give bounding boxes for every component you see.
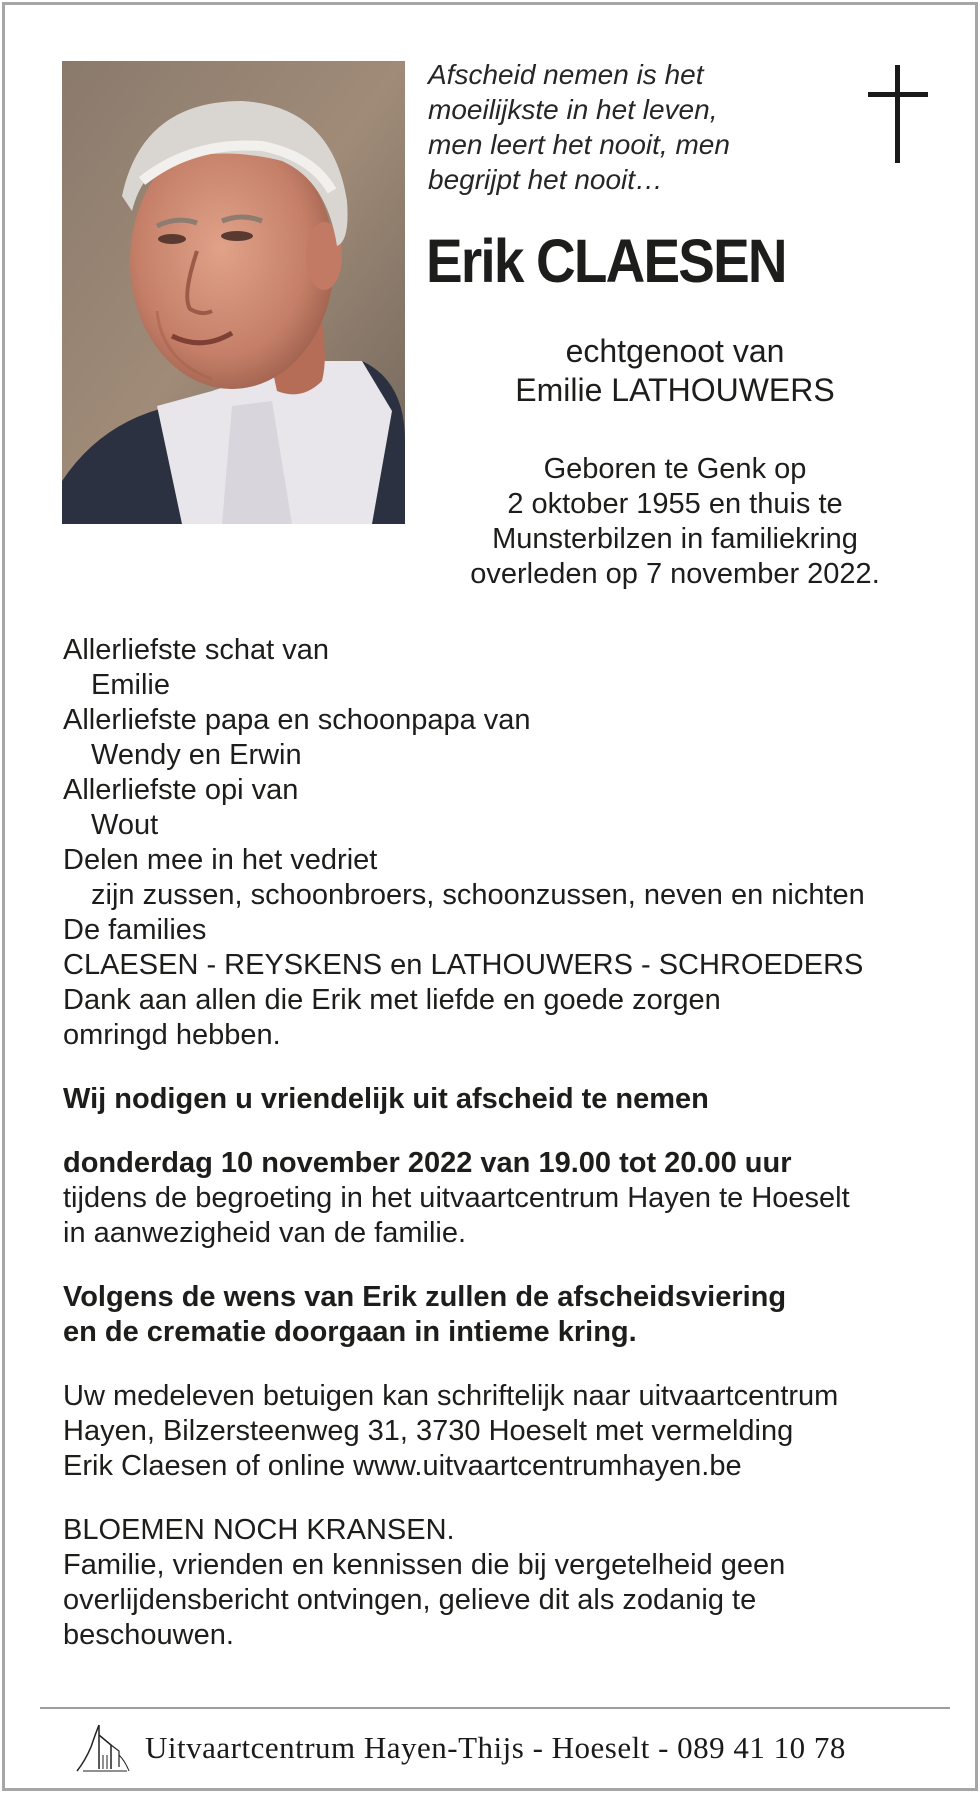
visitation-block: [63, 1146, 943, 1251]
mourner-line: Allerliefste papa en schoonpapa van: [63, 704, 531, 736]
condolences-line: Uw medeleven betuigen kan schriftelijk naar uitvaartcentrum: [63, 1380, 839, 1412]
mourners-list: [63, 633, 943, 1053]
mourner-line: Wendy en Erwin: [91, 739, 302, 771]
mourner-line: Delen mee in het vedriet: [63, 844, 378, 876]
notice-line: beschouwen.: [63, 1619, 234, 1651]
birth-death-line: overleden op 7 november 2022.: [470, 558, 880, 590]
notice-line: overlijdensbericht ontvingen, gelieve dit als zodanig te: [63, 1584, 757, 1616]
visitation-line: in aanwezigheid van de familie.: [63, 1217, 467, 1249]
condolences-block: [63, 1379, 943, 1484]
invitation-heading: Wij nodigen u vriendelijk uit afscheid te nemen: [63, 1083, 709, 1115]
birth-death-line: Munsterbilzen in familiekring: [492, 523, 858, 555]
funeral-home-logo-icon: [75, 1721, 131, 1775]
wish-line: Volgens de wens van Erik zullen de afscheidsviering: [63, 1281, 787, 1313]
notice-line: BLOEMEN NOCH KRANSEN.: [63, 1514, 455, 1546]
mourner-line: CLAESEN - REYSKENS en LATHOUWERS - SCHROEDERS: [63, 949, 864, 981]
quote-line: men leert het nooit, men: [428, 129, 730, 160]
mourner-line: Wout: [91, 809, 159, 841]
quote-line: begrijpt het nooit…: [428, 164, 664, 195]
condolences-line: Erik Claesen of online www.uitvaartcentrumhayen.be: [63, 1450, 742, 1482]
mourner-line: zijn zussen, schoonbroers, schoonzussen, neven en nichten: [91, 879, 865, 911]
spouse-block: [435, 332, 915, 410]
mourner-line: De families: [63, 914, 207, 946]
spouse-name: Emilie LATHOUWERS: [515, 372, 835, 408]
visitation-datetime: donderdag 10 november 2022 van 19.00 tot 20.00 uur: [63, 1147, 792, 1179]
mourner-line: Dank aan allen die Erik met liefde en goede zorgen: [63, 984, 721, 1016]
wish-line: en de crematie doorgaan in intieme kring.: [63, 1316, 637, 1348]
mourner-line: Allerliefste schat van: [63, 634, 329, 666]
notice-block: [63, 1513, 943, 1653]
notice-line: Familie, vrienden en kennissen die bij vergetelheid geen: [63, 1549, 786, 1581]
memorial-quote: [428, 57, 788, 197]
obituary-body: [63, 633, 943, 1653]
mourner-line: omringd hebben.: [63, 1019, 281, 1051]
birth-death-line: Geboren te Genk op: [543, 453, 807, 485]
footer: [75, 1718, 846, 1778]
portrait-photo: [62, 61, 405, 524]
spouse-relation: echtgenoot van: [565, 333, 785, 369]
mourner-line: Allerliefste opi van: [63, 774, 299, 806]
mourner-line: Emilie: [91, 669, 170, 701]
visitation-line: tijdens de begroeting in het uitvaartcentrum Hayen te Hoeselt: [63, 1182, 850, 1214]
obituary-card: [2, 2, 978, 1791]
cross-icon: [868, 65, 928, 165]
wish-block: [63, 1280, 943, 1350]
quote-line: moeilijkste in het leven,: [428, 94, 718, 125]
birth-death-line: 2 oktober 1955 en thuis te: [507, 488, 843, 520]
quote-line: Afscheid nemen is het: [428, 59, 704, 90]
deceased-name: Erik CLAESEN: [426, 227, 786, 295]
condolences-line: Hayen, Bilzersteenweg 31, 3730 Hoeselt met vermelding: [63, 1415, 794, 1447]
birth-death-block: [425, 452, 925, 592]
footer-contact: Uitvaartcentrum Hayen-Thijs - Hoeselt - 089 41 10 78: [145, 1730, 846, 1765]
footer-divider: [40, 1707, 950, 1709]
